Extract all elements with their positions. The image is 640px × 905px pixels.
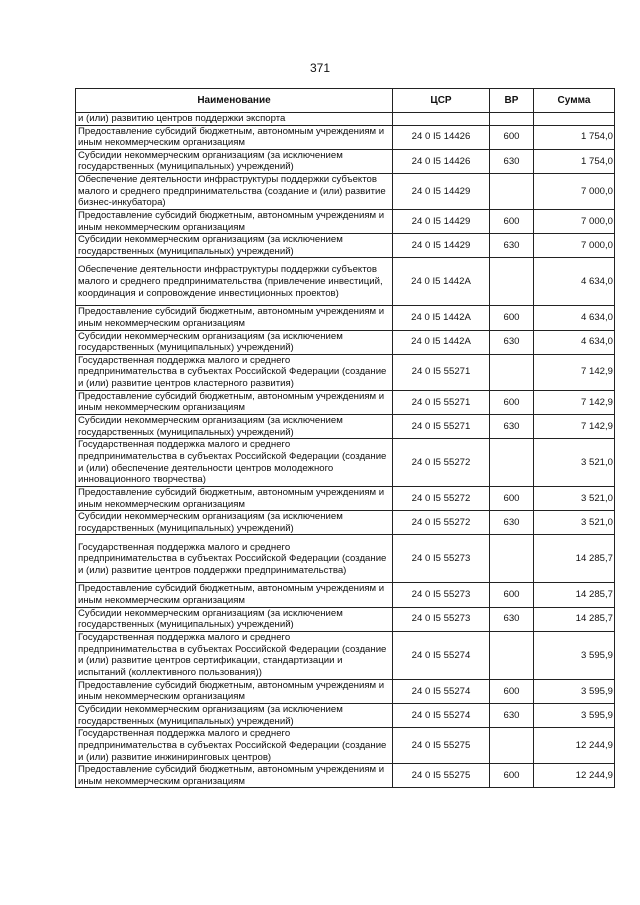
cell-csr: 24 0 I5 55272 [393, 487, 490, 511]
cell-sum [534, 113, 615, 126]
table-row [76, 728, 615, 764]
cell-csr: 24 0 I5 55272 [393, 511, 490, 535]
table-row [76, 511, 615, 535]
table-row [76, 330, 615, 354]
cell-vr [490, 439, 534, 487]
cell-name: Субсидии некоммерческим организациям (за исключением государственных (муниципальных) учреждений) [76, 607, 393, 631]
cell-name: Предоставление субсидий бюджетным, автономным учреждениям и иным некоммерческим организациям [76, 583, 393, 607]
table-row [76, 354, 615, 390]
cell-name: Государственная поддержка малого и среднего предпринимательства в субъектах Российской Федерации (создание и (или) обеспечение деятельности центров молодежного инновационного творчества) [76, 439, 393, 487]
cell-csr: 24 0 I5 55273 [393, 607, 490, 631]
cell-name: Предоставление субсидий бюджетным, автономным учреждениям и иным некоммерческим организациям [76, 125, 393, 149]
cell-sum: 3 521,0 [534, 439, 615, 487]
budget-table [75, 88, 615, 788]
cell-sum: 3 521,0 [534, 511, 615, 535]
cell-csr: 24 0 I5 55274 [393, 631, 490, 679]
cell-vr: 600 [490, 583, 534, 607]
table-row [76, 234, 615, 258]
cell-csr: 24 0 I5 14426 [393, 125, 490, 149]
cell-sum: 7 142,9 [534, 354, 615, 390]
cell-name: Государственная поддержка малого и среднего предпринимательства в субъектах Российской Федерации (создание и (или) развитие центров сертификации, стандартизации и испытаний (коллективного пользования)) [76, 631, 393, 679]
cell-vr: 600 [490, 390, 534, 414]
header-name: Наименование [76, 89, 393, 113]
cell-vr: 630 [490, 234, 534, 258]
cell-name: Предоставление субсидий бюджетным, автономным учреждениям и иным некоммерческим организациям [76, 390, 393, 414]
cell-sum: 3 521,0 [534, 487, 615, 511]
cell-csr: 24 0 I5 55272 [393, 439, 490, 487]
cell-csr: 24 0 I5 55271 [393, 354, 490, 390]
cell-sum: 4 634,0 [534, 330, 615, 354]
header-sum: Сумма [534, 89, 615, 113]
table-row [76, 306, 615, 330]
cell-csr: 24 0 I5 14429 [393, 234, 490, 258]
table-row [76, 209, 615, 233]
cell-vr [490, 258, 534, 306]
cell-sum: 1 754,0 [534, 125, 615, 149]
cell-name: Субсидии некоммерческим организациям (за исключением государственных (муниципальных) учреждений) [76, 149, 393, 173]
table-row [76, 439, 615, 487]
table-row [76, 487, 615, 511]
cell-name: Предоставление субсидий бюджетным, автономным учреждениям и иным некоммерческим организациям [76, 209, 393, 233]
table-row [76, 679, 615, 703]
table-row [76, 390, 615, 414]
cell-sum: 7 000,0 [534, 234, 615, 258]
cell-csr: 24 0 I5 1442A [393, 330, 490, 354]
cell-name: Предоставление субсидий бюджетным, автономным учреждениям и иным некоммерческим организациям [76, 679, 393, 703]
cell-vr: 600 [490, 679, 534, 703]
cell-vr: 630 [490, 330, 534, 354]
cell-name: Субсидии некоммерческим организациям (за исключением государственных (муниципальных) учреждений) [76, 511, 393, 535]
cell-sum: 3 595,9 [534, 704, 615, 728]
cell-sum: 3 595,9 [534, 631, 615, 679]
cell-csr: 24 0 I5 14429 [393, 173, 490, 209]
table-row [76, 607, 615, 631]
header-csr: ЦСР [393, 89, 490, 113]
cell-vr: 630 [490, 149, 534, 173]
cell-csr: 24 0 I5 55274 [393, 679, 490, 703]
table-row [76, 113, 615, 126]
cell-sum: 4 634,0 [534, 258, 615, 306]
cell-sum: 12 244,9 [534, 764, 615, 788]
cell-name: Государственная поддержка малого и среднего предпринимательства в субъектах Российской Федерации (создание и (или) развитие центров поддержки предпринимательства) [76, 535, 393, 583]
cell-sum: 7 000,0 [534, 173, 615, 209]
cell-sum: 3 595,9 [534, 679, 615, 703]
cell-name: Предоставление субсидий бюджетным, автономным учреждениям и иным некоммерческим организациям [76, 487, 393, 511]
cell-vr: 600 [490, 764, 534, 788]
cell-name: Субсидии некоммерческим организациям (за исключением государственных (муниципальных) учреждений) [76, 330, 393, 354]
cell-sum: 12 244,9 [534, 728, 615, 764]
cell-name: Предоставление субсидий бюджетным, автономным учреждениям и иным некоммерческим организациям [76, 306, 393, 330]
cell-vr [490, 354, 534, 390]
table-body [76, 113, 615, 788]
cell-sum: 7 000,0 [534, 209, 615, 233]
cell-sum: 14 285,7 [534, 535, 615, 583]
table-row [76, 535, 615, 583]
table-row [76, 704, 615, 728]
cell-vr: 630 [490, 511, 534, 535]
cell-csr: 24 0 I5 14429 [393, 209, 490, 233]
table-row [76, 414, 615, 438]
table-row [76, 764, 615, 788]
cell-sum: 14 285,7 [534, 607, 615, 631]
cell-vr [490, 631, 534, 679]
cell-sum: 1 754,0 [534, 149, 615, 173]
cell-csr: 24 0 I5 55274 [393, 704, 490, 728]
cell-vr: 600 [490, 487, 534, 511]
cell-vr [490, 173, 534, 209]
cell-name: Обеспечение деятельности инфраструктуры поддержки субъектов малого и среднего предпринимательства (создание и (или) развитие бизнес-инкубатора) [76, 173, 393, 209]
cell-csr: 24 0 I5 55275 [393, 728, 490, 764]
cell-vr: 600 [490, 306, 534, 330]
cell-vr: 630 [490, 607, 534, 631]
cell-vr [490, 535, 534, 583]
cell-vr: 600 [490, 125, 534, 149]
table-row [76, 125, 615, 149]
cell-name: Обеспечение деятельности инфраструктуры поддержки субъектов малого и среднего предпринимательства (привлечение инвестиций, координация и сопровождение инвестиционных проектов) [76, 258, 393, 306]
table-row [76, 583, 615, 607]
cell-csr: 24 0 I5 1442A [393, 306, 490, 330]
cell-name: Государственная поддержка малого и среднего предпринимательства в субъектах Российской Федерации (создание и (или) развитие центров кластерного развития) [76, 354, 393, 390]
header-vr: ВР [490, 89, 534, 113]
cell-sum: 7 142,9 [534, 390, 615, 414]
cell-vr: 630 [490, 704, 534, 728]
table-row [76, 173, 615, 209]
cell-name: Предоставление субсидий бюджетным, автономным учреждениям и иным некоммерческим организациям [76, 764, 393, 788]
cell-sum: 14 285,7 [534, 583, 615, 607]
cell-csr: 24 0 I5 14426 [393, 149, 490, 173]
cell-vr [490, 113, 534, 126]
cell-csr: 24 0 I5 1442A [393, 258, 490, 306]
table-row [76, 149, 615, 173]
cell-name: Субсидии некоммерческим организациям (за исключением государственных (муниципальных) учреждений) [76, 704, 393, 728]
cell-sum: 4 634,0 [534, 306, 615, 330]
cell-vr: 630 [490, 414, 534, 438]
cell-csr: 24 0 I5 55275 [393, 764, 490, 788]
table-row [76, 258, 615, 306]
cell-name: Государственная поддержка малого и среднего предпринимательства в субъектах Российской Федерации (создание и (или) развитие инжиниринговых центров) [76, 728, 393, 764]
table-header-row [76, 89, 615, 113]
cell-sum: 7 142,9 [534, 414, 615, 438]
cell-vr [490, 728, 534, 764]
page-number: 371 [309, 61, 331, 75]
cell-csr: 24 0 I5 55273 [393, 583, 490, 607]
cell-name: Субсидии некоммерческим организациям (за исключением государственных (муниципальных) учреждений) [76, 234, 393, 258]
table-row [76, 631, 615, 679]
cell-csr: 24 0 I5 55273 [393, 535, 490, 583]
cell-name: Субсидии некоммерческим организациям (за исключением государственных (муниципальных) учреждений) [76, 414, 393, 438]
cell-csr: 24 0 I5 55271 [393, 414, 490, 438]
cell-vr: 600 [490, 209, 534, 233]
cell-csr [393, 113, 490, 126]
cell-name: и (или) развитию центров поддержки экспорта [76, 113, 393, 126]
cell-csr: 24 0 I5 55271 [393, 390, 490, 414]
